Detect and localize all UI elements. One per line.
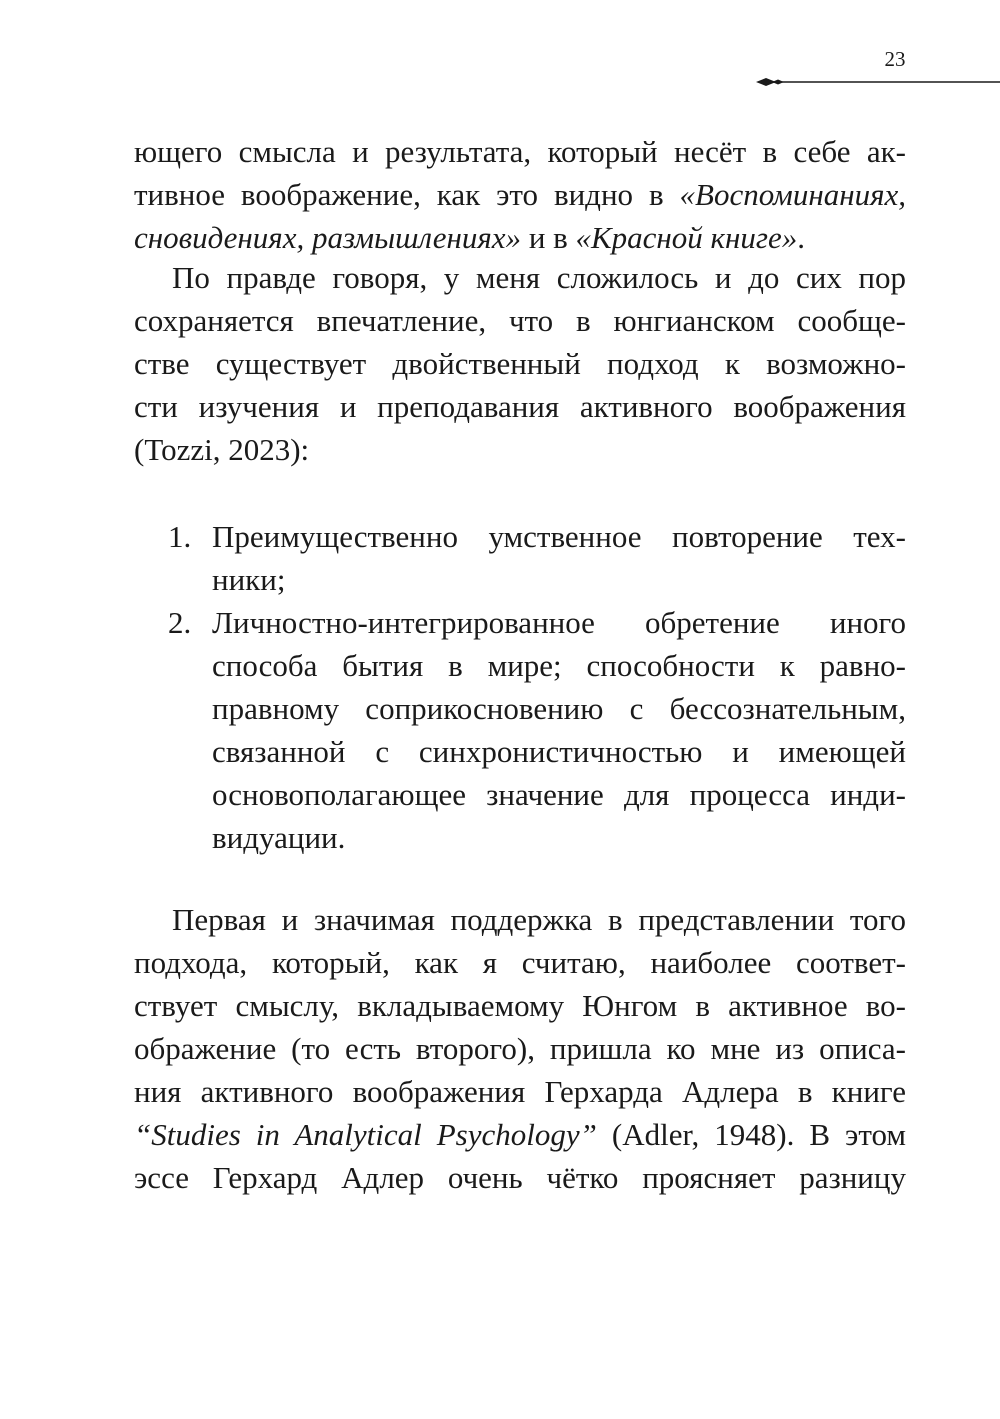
- italic-title: «Воспоминаниях,: [679, 177, 906, 212]
- text-line: По правде говоря, у меня сложилось и до сих пор: [172, 260, 906, 295]
- text-line: подхода, который, как я считаю, наиболее соответ-: [134, 945, 906, 980]
- paragraph-1: [134, 130, 906, 259]
- page-number: 23: [884, 47, 906, 71]
- list-item-line: способа бытия в мире; способности к равно-: [212, 648, 906, 683]
- italic-book-title: “Studies in Analytical Psychology”: [134, 1117, 597, 1152]
- list-number: 2.: [168, 605, 192, 640]
- text-line: ющего смысла и результата, который несёт в себе ак-: [134, 134, 906, 169]
- text-line: Первая и значимая поддержка в представлении того: [172, 902, 906, 937]
- text-line: ния активного воображения Герхарда Адлера в книге: [134, 1074, 906, 1109]
- italic-title: сновидениях, размышлениях»: [134, 220, 522, 255]
- italic-title: «Красной книге»: [575, 220, 798, 255]
- paragraph-3: [134, 898, 906, 1199]
- text-line: (Tozzi, 2023):: [134, 432, 310, 467]
- text-line: [134, 1113, 906, 1156]
- list-item-line: основополагающее значение для процесса инди-: [212, 777, 906, 812]
- list-number: 1.: [168, 519, 192, 554]
- text-span: и в: [521, 220, 576, 255]
- header-ornament-rule: [752, 78, 1000, 86]
- text-line: сти изучения и преподавания активного воображения: [134, 389, 906, 424]
- text-line: [134, 173, 906, 216]
- list-item-line: ники;: [212, 562, 286, 597]
- list-item-line: видуации.: [212, 820, 346, 855]
- text-line: сохраняется впечатление, что в юнгианском сообще-: [134, 303, 906, 338]
- text-line: ображение (то есть второго), пришла ко мне из описа-: [134, 1031, 906, 1066]
- list-item-line: Преимущественно умственное повторение тех-: [212, 519, 906, 554]
- text-line: [134, 216, 906, 259]
- text-line: стве существует двойственный подход к возможно-: [134, 346, 906, 381]
- text-line: эссе Герхард Адлер очень чётко проясняет разницу: [134, 1160, 906, 1195]
- text-span: .: [797, 220, 806, 255]
- paragraph-2: [134, 256, 906, 471]
- text-span: (Adler, 1948). В этом: [596, 1117, 906, 1152]
- list-item-line: правному соприкосновению с бессознательным,: [212, 691, 906, 726]
- list-item-line: связанной с синхронистичностью и имеющей: [212, 734, 906, 769]
- text-line: ствует смыслу, вкладываемому Юнгом в активное во-: [134, 988, 906, 1023]
- list-item-line: Личностно-интегрированное обретение иного: [212, 605, 906, 640]
- text-span: тивное воображение, как это видно в: [134, 177, 680, 212]
